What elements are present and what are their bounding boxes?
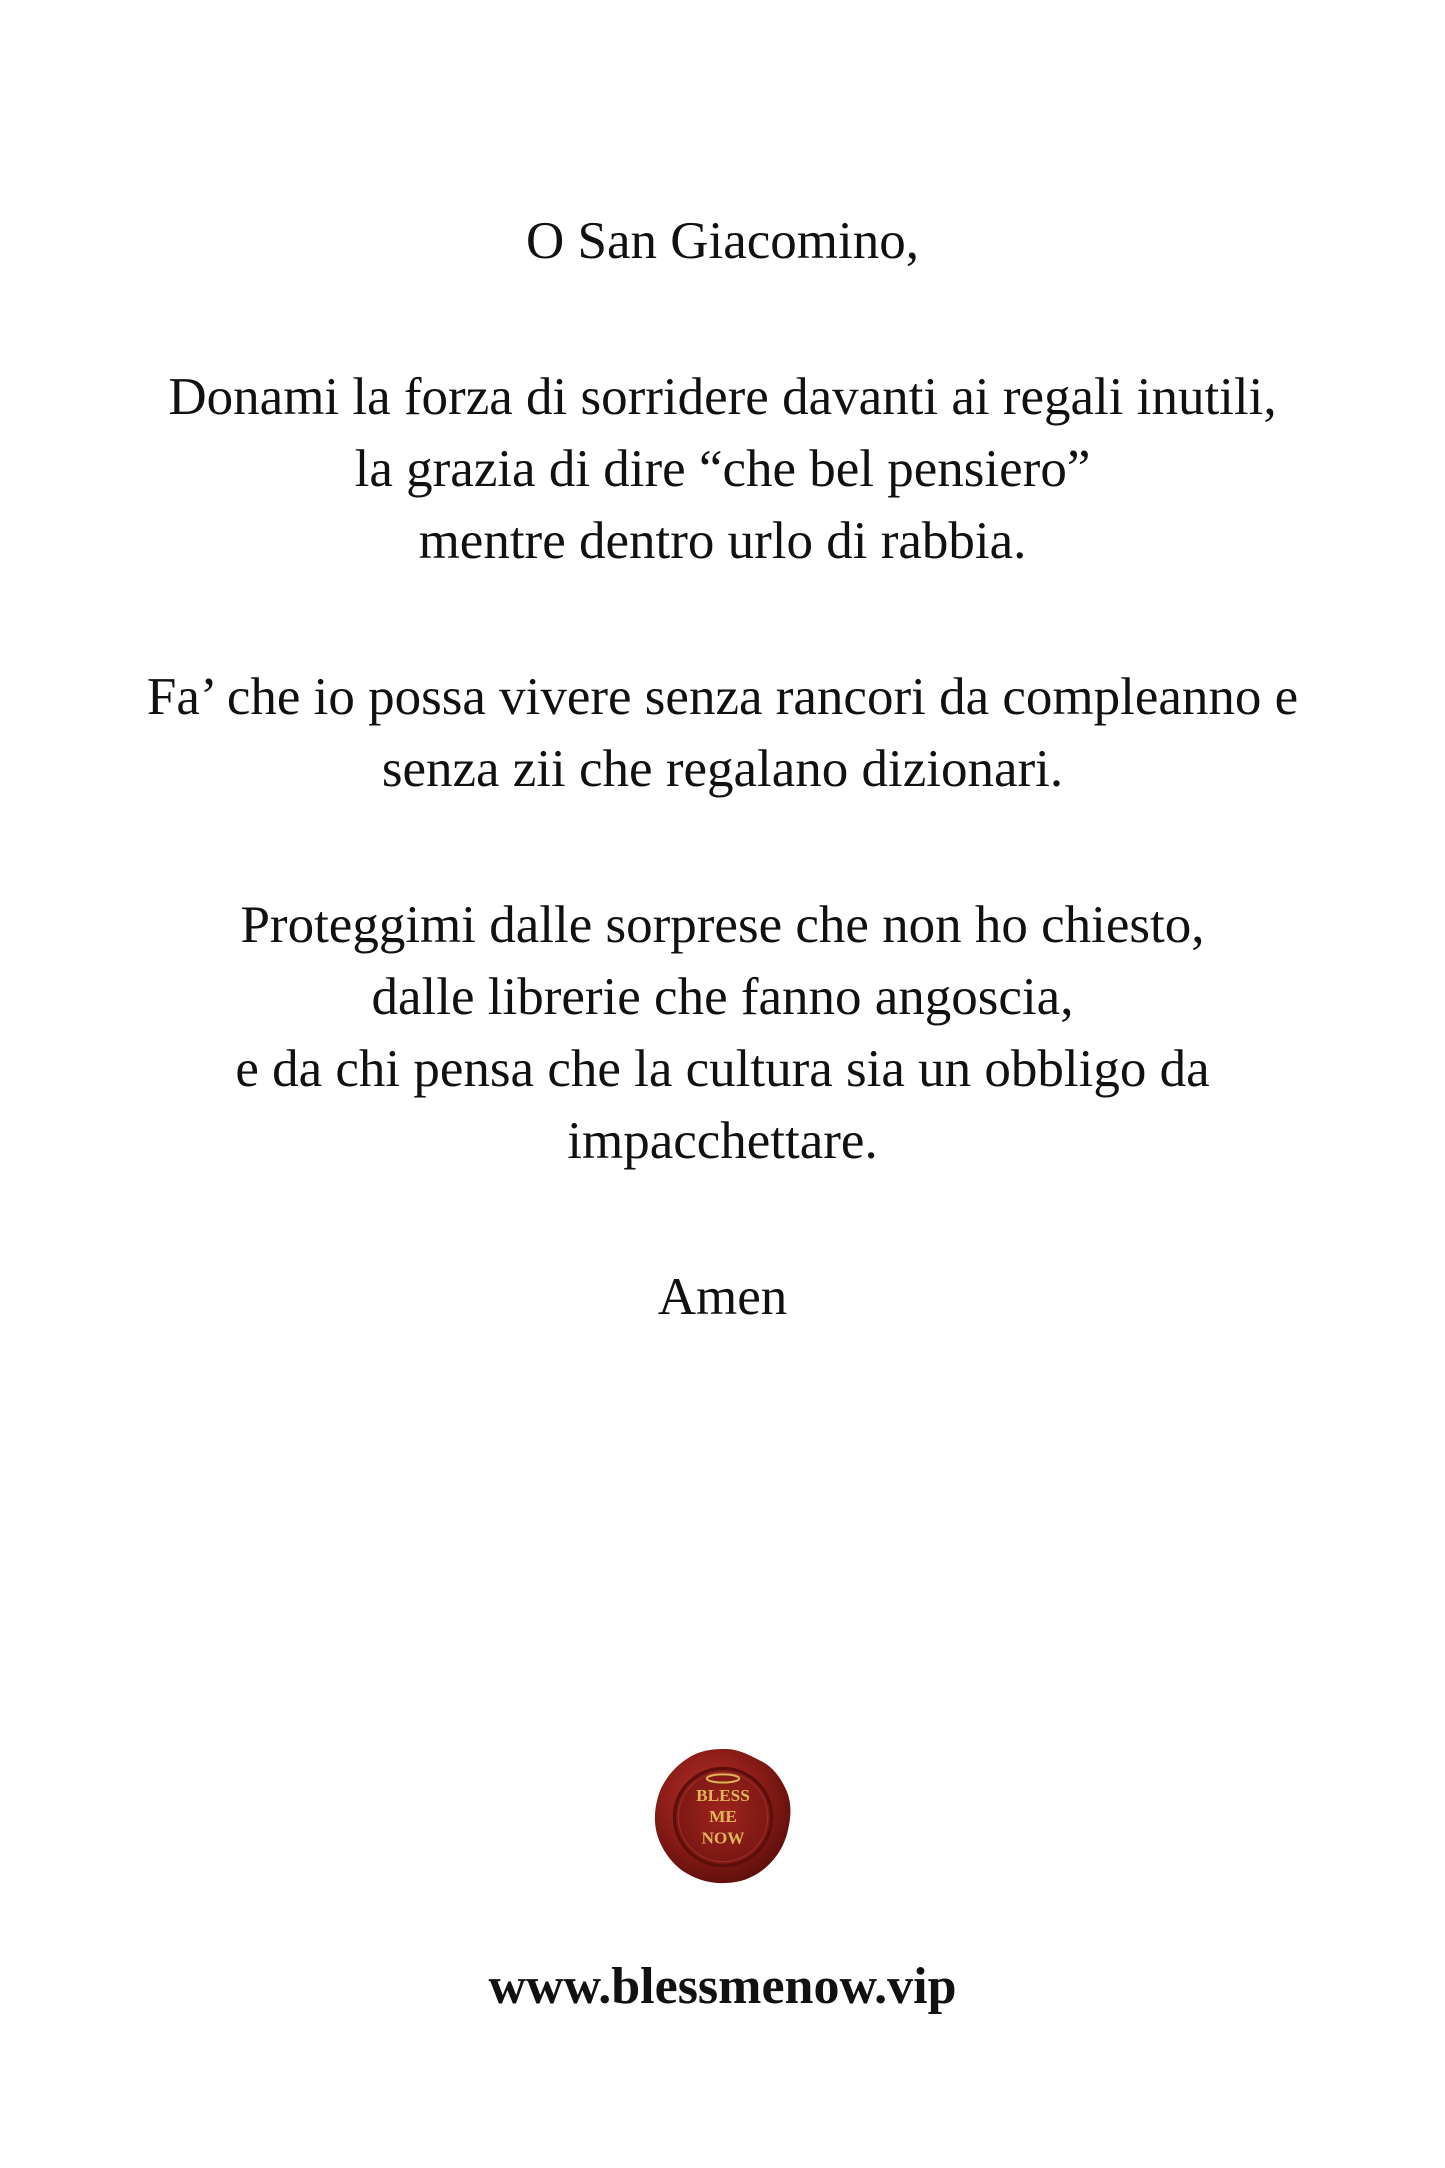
prayer-text bbox=[60, 205, 1385, 1333]
stanza-1-line-2: la grazia di dire “che bel pensiero” bbox=[354, 440, 1091, 498]
seal-text-line-2: ME bbox=[709, 1807, 737, 1827]
stanza-2-line-2: senza zii che regalano dizionari. bbox=[381, 740, 1064, 798]
stanza-1-line-3: mentre dentro urlo di rabbia. bbox=[418, 512, 1027, 570]
seal-text-line-1: BLESS bbox=[696, 1785, 750, 1805]
seal-text-line-3: NOW bbox=[701, 1828, 745, 1848]
stanza-spacer bbox=[60, 805, 1385, 889]
stanza-1-line-1: Donami la forza di sorridere davanti ai regali inutili, bbox=[168, 368, 1277, 426]
prayer-stanza-1 bbox=[60, 361, 1385, 577]
stanza-3-line-3: e da chi pensa che la cultura sia un obbligo da bbox=[235, 1040, 1210, 1098]
prayer-salutation: O San Giacomino, bbox=[525, 212, 920, 270]
stanza-spacer bbox=[60, 577, 1385, 661]
stanza-3-line-1: Proteggimi dalle sorprese che non ho chiesto, bbox=[240, 896, 1205, 954]
website-url[interactable]: www.blessmenow.vip bbox=[488, 1958, 957, 2015]
stanza-spacer bbox=[60, 277, 1385, 361]
prayer-stanza-2 bbox=[60, 661, 1385, 805]
stanza-3-line-2: dalle librerie che fanno angoscia, bbox=[371, 968, 1074, 1026]
wax-seal-logo-icon bbox=[652, 1745, 794, 1887]
prayer-closing: Amen bbox=[657, 1268, 788, 1326]
stanza-spacer bbox=[60, 1177, 1385, 1261]
stanza-3-line-4: impacchettare. bbox=[567, 1112, 878, 1170]
wax-seal-svg bbox=[652, 1745, 794, 1887]
prayer-stanza-3 bbox=[60, 889, 1385, 1177]
stanza-2-line-1: Fa’ che io possa vivere senza rancori da compleanno e bbox=[146, 668, 1299, 726]
